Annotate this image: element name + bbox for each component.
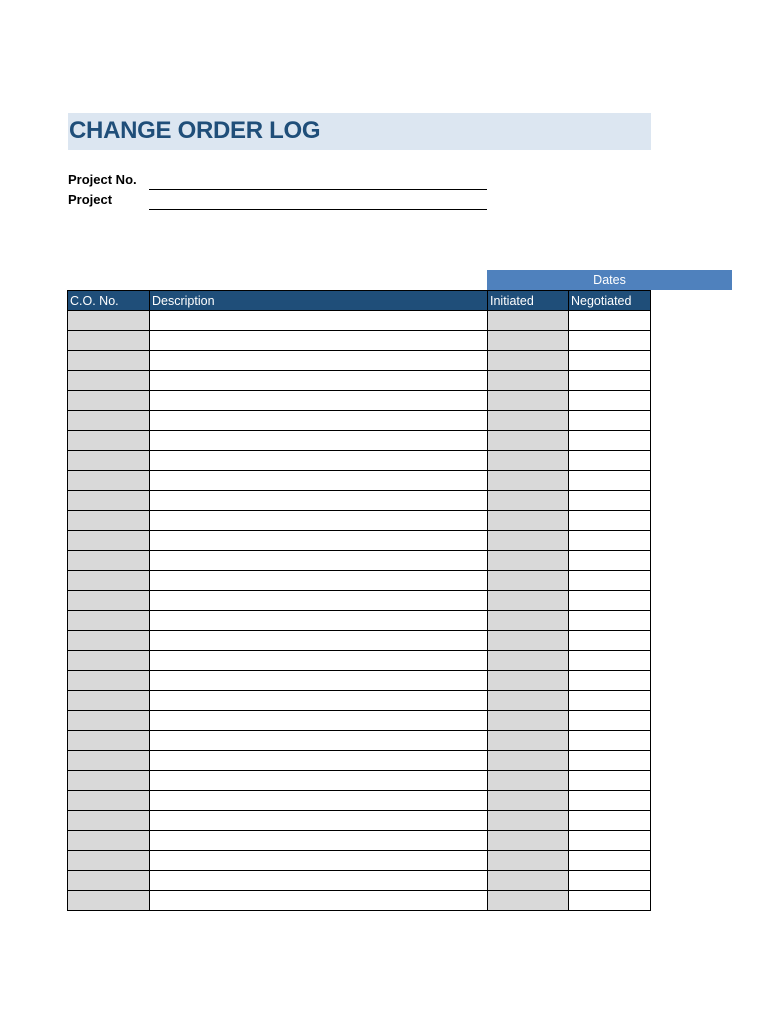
initiated-cell[interactable]: [488, 731, 569, 751]
description-cell[interactable]: [150, 391, 488, 411]
table-row: [68, 811, 651, 831]
table-row: [68, 511, 651, 531]
initiated-cell[interactable]: [488, 551, 569, 571]
co-no-cell[interactable]: [68, 771, 150, 791]
initiated-cell[interactable]: [488, 351, 569, 371]
negotiated-cell[interactable]: [569, 731, 651, 751]
co-no-cell[interactable]: [68, 731, 150, 751]
co-no-cell[interactable]: [68, 591, 150, 611]
initiated-cell[interactable]: [488, 631, 569, 651]
co-no-cell[interactable]: [68, 531, 150, 551]
description-cell[interactable]: [150, 531, 488, 551]
co-no-cell[interactable]: [68, 831, 150, 851]
table-row: [68, 671, 651, 691]
table-row: [68, 531, 651, 551]
table-row: [68, 391, 651, 411]
initiated-cell[interactable]: [488, 651, 569, 671]
initiated-cell[interactable]: [488, 791, 569, 811]
negotiated-cell[interactable]: [569, 451, 651, 471]
table-row: [68, 451, 651, 471]
table-row: [68, 711, 651, 731]
negotiated-cell[interactable]: [569, 751, 651, 771]
co-no-cell[interactable]: [68, 851, 150, 871]
negotiated-cell[interactable]: [569, 811, 651, 831]
table-row: [68, 691, 651, 711]
table-row: [68, 351, 651, 371]
co-no-cell[interactable]: [68, 331, 150, 351]
co-no-cell[interactable]: [68, 471, 150, 491]
page-title: CHANGE ORDER LOG: [69, 117, 321, 144]
description-cell[interactable]: [150, 811, 488, 831]
description-cell[interactable]: [150, 431, 488, 451]
co-no-cell[interactable]: [68, 791, 150, 811]
co-no-cell[interactable]: [68, 491, 150, 511]
description-cell[interactable]: [150, 551, 488, 571]
initiated-cell[interactable]: [488, 431, 569, 451]
description-cell[interactable]: [150, 871, 488, 891]
table-row: [68, 311, 651, 331]
co-no-cell[interactable]: [68, 311, 150, 331]
table-row: [68, 731, 651, 751]
column-header-negotiated: Negotiated: [569, 291, 651, 311]
negotiated-cell[interactable]: [569, 351, 651, 371]
initiated-cell[interactable]: [488, 451, 569, 471]
co-no-cell[interactable]: [68, 671, 150, 691]
negotiated-cell[interactable]: [569, 691, 651, 711]
project-label: Project: [68, 192, 113, 207]
description-cell[interactable]: [150, 311, 488, 331]
description-cell[interactable]: [150, 611, 488, 631]
negotiated-cell[interactable]: [569, 331, 651, 351]
co-no-cell[interactable]: [68, 571, 150, 591]
initiated-cell[interactable]: [488, 571, 569, 591]
co-no-cell[interactable]: [68, 431, 150, 451]
initiated-cell[interactable]: [488, 691, 569, 711]
change-order-table: [67, 290, 651, 911]
table-row: [68, 871, 651, 891]
table-row: [68, 331, 651, 351]
initiated-cell[interactable]: [488, 871, 569, 891]
project-field[interactable]: [149, 196, 487, 210]
table-body: [68, 311, 651, 911]
initiated-cell[interactable]: [488, 771, 569, 791]
table-row: [68, 631, 651, 651]
co-no-cell[interactable]: [68, 391, 150, 411]
initiated-cell[interactable]: [488, 511, 569, 531]
negotiated-cell[interactable]: [569, 491, 651, 511]
description-cell[interactable]: [150, 351, 488, 371]
description-cell[interactable]: [150, 371, 488, 391]
column-header-co-no: C.O. No.: [68, 291, 150, 311]
table-row: [68, 411, 651, 431]
negotiated-cell[interactable]: [569, 511, 651, 531]
description-cell[interactable]: [150, 491, 488, 511]
negotiated-cell[interactable]: [569, 611, 651, 631]
initiated-cell[interactable]: [488, 751, 569, 771]
table-row: [68, 551, 651, 571]
initiated-cell[interactable]: [488, 391, 569, 411]
initiated-cell[interactable]: [488, 411, 569, 431]
table-row: [68, 491, 651, 511]
co-no-cell[interactable]: [68, 631, 150, 651]
description-cell[interactable]: [150, 651, 488, 671]
initiated-cell[interactable]: [488, 311, 569, 331]
table-header-row: [68, 291, 651, 311]
initiated-cell[interactable]: [488, 711, 569, 731]
description-cell[interactable]: [150, 831, 488, 851]
co-no-cell[interactable]: [68, 351, 150, 371]
initiated-cell[interactable]: [488, 611, 569, 631]
table-row: [68, 791, 651, 811]
table-row: [68, 591, 651, 611]
description-cell[interactable]: [150, 671, 488, 691]
table-row: [68, 571, 651, 591]
co-no-cell[interactable]: [68, 451, 150, 471]
column-header-description: Description: [150, 291, 488, 311]
description-cell[interactable]: [150, 851, 488, 871]
column-header-initiated: Initiated: [488, 291, 569, 311]
description-cell[interactable]: [150, 331, 488, 351]
negotiated-cell[interactable]: [569, 471, 651, 491]
initiated-cell[interactable]: [488, 331, 569, 351]
initiated-cell[interactable]: [488, 831, 569, 851]
negotiated-cell[interactable]: [569, 571, 651, 591]
description-cell[interactable]: [150, 631, 488, 651]
co-no-cell[interactable]: [68, 411, 150, 431]
description-cell[interactable]: [150, 771, 488, 791]
initiated-cell[interactable]: [488, 671, 569, 691]
description-cell[interactable]: [150, 891, 488, 911]
table-row: [68, 891, 651, 911]
initiated-cell[interactable]: [488, 591, 569, 611]
negotiated-cell[interactable]: [569, 851, 651, 871]
negotiated-cell[interactable]: [569, 311, 651, 331]
negotiated-cell[interactable]: [569, 831, 651, 851]
co-no-cell[interactable]: [68, 891, 150, 911]
negotiated-cell[interactable]: [569, 711, 651, 731]
description-cell[interactable]: [150, 691, 488, 711]
negotiated-cell[interactable]: [569, 591, 651, 611]
negotiated-cell[interactable]: [569, 411, 651, 431]
initiated-cell[interactable]: [488, 851, 569, 871]
description-cell[interactable]: [150, 751, 488, 771]
description-cell[interactable]: [150, 411, 488, 431]
co-no-cell[interactable]: [68, 751, 150, 771]
negotiated-cell[interactable]: [569, 791, 651, 811]
description-cell[interactable]: [150, 591, 488, 611]
table-row: [68, 751, 651, 771]
table-row: [68, 771, 651, 791]
co-no-cell[interactable]: [68, 711, 150, 731]
negotiated-cell[interactable]: [569, 891, 651, 911]
table-row: [68, 371, 651, 391]
negotiated-cell[interactable]: [569, 551, 651, 571]
description-cell[interactable]: [150, 451, 488, 471]
co-no-cell[interactable]: [68, 611, 150, 631]
project-no-field[interactable]: [149, 176, 487, 190]
description-cell[interactable]: [150, 711, 488, 731]
negotiated-cell[interactable]: [569, 631, 651, 651]
description-cell[interactable]: [150, 511, 488, 531]
negotiated-cell[interactable]: [569, 531, 651, 551]
table-row: [68, 851, 651, 871]
project-no-label: Project No.: [68, 172, 137, 187]
table-row: [68, 651, 651, 671]
dates-group-header: Dates: [593, 273, 626, 287]
negotiated-cell[interactable]: [569, 651, 651, 671]
co-no-cell[interactable]: [68, 551, 150, 571]
negotiated-cell[interactable]: [569, 371, 651, 391]
negotiated-cell[interactable]: [569, 771, 651, 791]
table-row: [68, 831, 651, 851]
description-cell[interactable]: [150, 471, 488, 491]
initiated-cell[interactable]: [488, 371, 569, 391]
description-cell[interactable]: [150, 791, 488, 811]
co-no-cell[interactable]: [68, 371, 150, 391]
co-no-cell[interactable]: [68, 871, 150, 891]
initiated-cell[interactable]: [488, 811, 569, 831]
initiated-cell[interactable]: [488, 491, 569, 511]
table-row: [68, 431, 651, 451]
table-row: [68, 471, 651, 491]
co-no-cell[interactable]: [68, 811, 150, 831]
initiated-cell[interactable]: [488, 471, 569, 491]
description-cell[interactable]: [150, 731, 488, 751]
negotiated-cell[interactable]: [569, 671, 651, 691]
negotiated-cell[interactable]: [569, 391, 651, 411]
table-row: [68, 611, 651, 631]
negotiated-cell[interactable]: [569, 431, 651, 451]
co-no-cell[interactable]: [68, 691, 150, 711]
co-no-cell[interactable]: [68, 651, 150, 671]
initiated-cell[interactable]: [488, 891, 569, 911]
negotiated-cell[interactable]: [569, 871, 651, 891]
co-no-cell[interactable]: [68, 511, 150, 531]
title-band: [68, 113, 651, 150]
initiated-cell[interactable]: [488, 531, 569, 551]
description-cell[interactable]: [150, 571, 488, 591]
